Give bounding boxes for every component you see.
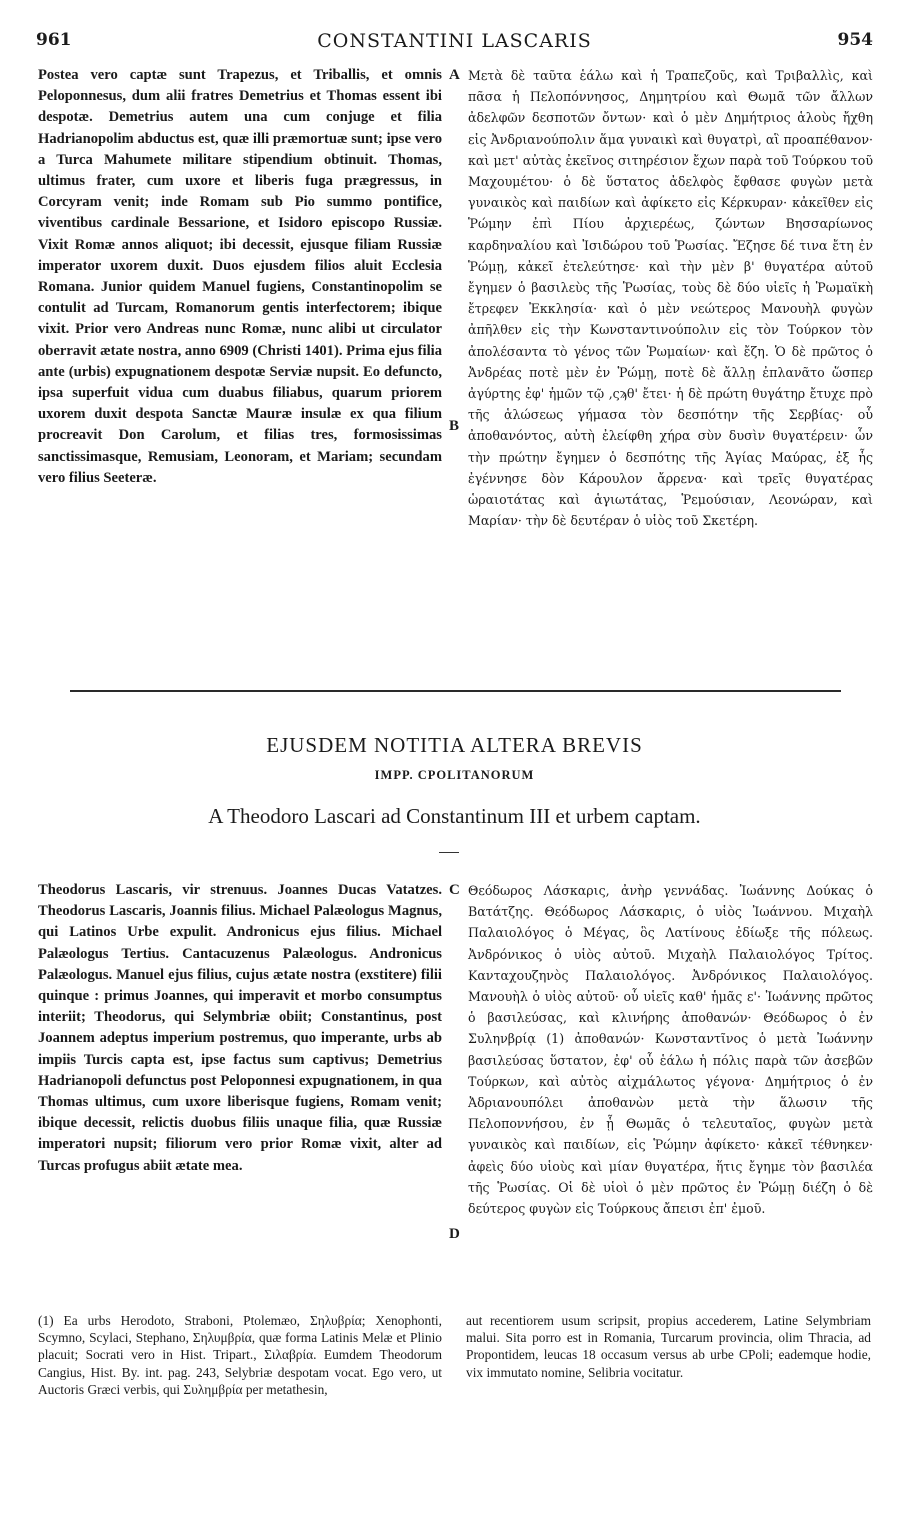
latin-column-2 <box>38 880 442 1177</box>
latin-paragraph-1: Postea vero captæ sunt Trapezus, et Triballis, et omnis Peloponnesus, dum alii fratres Demetrius et Thomas essent ibi despotæ. Demetrius autem una cum conjuge et filia Hadrianopolim abductus est, quæ illi præmortuæ sunt; ipse vero a Turca Mahumete militare stipendium obtinuit. Thomas, ultimus frater, cum uxore et liberis fuga prægressus, in Corcyram venit; inde Romam sub Pio summo pontifice, viventibus cardinale Bessarione, et Isidoro episcopo Russiæ. Vixit Romæ annos aliquot; ibi decessit, ejusque filiam Russiæ imperator uxorem duxit. Duos ejusdem filios aluit Ecclesia Romana. Junior quidem Manuel fugiens, Constantinopolim se contulit ad Turcam, Romanorum gentis interfectorem; ibique vixit. Prior vero Andreas nunc Romæ, nunc alibi ut circulator oberravit ætate nostra, anno 6909 (Christi 1401). Prima ejus filia ante (urbis) expugnationem despotæ Serviæ nupsit. Eo defuncto, ipsa superfuit vidua cum duabus filiabus, quarum priorem uxorem duxit despota Sanctæ Mauræ insulæ ex qua filium procreavit Don Carolum, et filias tres, formosissimas sanctissimasque, Remusiam, Leonoram, et Mariam; secundam vero filius Seeteræ. <box>38 67 442 486</box>
running-title: CONSTANTINI LASCARIS <box>317 30 592 52</box>
title-dash <box>439 852 459 853</box>
greek-paragraph-1: Μετὰ δὲ ταῦτα ἑάλω καὶ ἡ Τραπεζοῦς, καὶ Τριβαλλὶς, καὶ πᾶσα ἡ Πελοπόννησος, Δημητρίου καὶ Θωμᾶ τῶν ἄλλων ἀδελφῶν δεσποτῶν ὄντων· καὶ ὁ μὲν Δημήτριος ἁλοὺς ἤχθη εἰς Ἀνδριανούπολιν ἅμα γυναικὶ καὶ θυγατρὶ, αἳ προαπέθανον· καὶ μετ' αὐτὰς ἐκεῖνος σιτηρέσιον ἔχων παρὰ τοῦ Τούρκου τοῦ Μαχουμέτου· ὁ δὲ ὕστατος ἀδελφὸς ἔφθασε φυγὼν μετὰ γυναικὸς καὶ παιδίων καὶ ἀφίκετο εἰς Κέρκυραν· κἀκεῖθεν εἰς Ῥώμην ἐπὶ Πίου ἀρχιερέως, ζώντων Βησσαρίωνος καρδηναλίου καὶ Ἰσιδώρου τοῦ Ῥωσίας. Ἔζησε δέ τινα ἔτη ἐν Ῥώμῃ, κἀκεῖ ἐτελεύτησε· καὶ τὴν μὲν β' θυγατέρα αὐτοῦ ἔγημεν ὁ βασιλεὺς τῆς Ῥωσίας, τοὺς δὲ δύο υἱεῖς ἡ Ῥωμαϊκὴ ἔτρεφεν Ἐκκλησία· καὶ ὁ μὲν νεώτερος Μανουὴλ φυγὼν ἀπῆλθεν εἰς τὴν Κωνσταντινούπολιν εἰς τὸν Τούρκον τὸν ἀπολέσαντα τὸ γένος τῶν Ῥωμαίων· καὶ ἔζη. Ὁ δὲ πρῶτος ὁ Ἀνδρέας ποτὲ μὲν ἐν Ῥώμῃ, ποτὲ δὲ ἄλλῃ ἐπλανᾶτο ὥσπερ ἀγύρτης ἐφ' ἡμῶν τῷ ‚ςϡθ' ἔτει· ἡ δὲ πρώτη θυγάτηρ ἔτυχε πρὸ τῆς ἁλώσεως γήμασα τὸν δεσπότην τῆς Σερβίας· οὗ ἀποθανόντος, αὐτὴ ἐλείφθη χήρα σὺν δυσὶν θυγατέρειν· ὧν τὴν πρώτην ἔγημεν ὁ δεσπότης τῆς Ἁγίας Μαύρας, ἐξ ἧς ἐγέννησε δὸν Κάρουλον ἄρρενα· καὶ τρεῖς θυγατέρας ὡραιοτάτας καὶ ἁγιωτάτας, Ῥεμούσιαν, Λεονώραν, καὶ Μαρίαν· τὴν δὲ δευτέραν ὁ υἱὸς τοῦ Σκετέρη. <box>468 68 873 529</box>
greek-paragraph-2: Θεόδωρος Λάσκαρις, ἀνὴρ γεννάδας. Ἰωάννης Δούκας ὁ Βατάτζης. Θεόδωρος Λάσκαρις, ὁ υἱὸς Ἰωάννου. Μιχαὴλ Παλαιολόγος ὁ Μέγας, ὃς Λατίνους ἐδίωξε τῆς πόλεως. Ἀνδρόνικος ὁ υἱὸς αὐτοῦ. Μιχαὴλ Παλαιολόγος Τρίτος. Κανταχουζηνὸς Παλαιολόγος. Ἀνδρόνικος Παλαιολόγος. Μανουὴλ ὁ υἱὸς αὐτοῦ· οὗ υἱεῖς καθ' ἡμᾶς ε'· Ἰωάννης πρῶτος ὁ βασιλεύσας, καὶ κλινήρης ἀποθανών· Θεόδωρος ὁ ἐν Συληνβρίᾳ (1) ἀποθανών· Κωνσταντῖνος ὁ μετὰ Ἰωάννην βασιλεύσας ὕστατον, ἐφ' οὗ ἑάλω ἡ πόλις παρὰ τῶν ἀσεβῶν Τούρκων, καὶ αὐτὸς αἰχμάλωτος γέγονα· Δημήτριος ὁ ἐν Ἀδριανουπόλει ἀποθανὼν μετὰ τὴν ἅλωσιν τῆς Πελοποννήσου, ἐν ᾗ Θωμᾶς ὁ τελευταῖος, φυγὼν μετὰ γυναικὸς καὶ παιδίων, εἰς Ῥώμην ἀφίκετο· κἀκεῖ τέθνηκεν· ἀφεὶς δύο υἱοὺς καὶ μίαν θυγατέρα, ἥτις ἔγημε τὸν βασιλέα τῆς Ῥωσίας. Οἱ δὲ υἱοὶ ὁ μὲν πρῶτος ἐν Ῥώμῃ διέζη ὁ δὲ δεύτερος φυγὼν εἰς Τούρκους ἄπεισι ἐπ' ἐμοῦ. <box>468 883 873 1217</box>
page-header <box>36 30 873 56</box>
margin-marker-d: D <box>449 1226 460 1242</box>
footnote-text-left: (1) Ea urbs Herodoto, Straboni, Ptolemæo, Σηλυβρία; Xenophonti, Scymno, Scylaci, Stephano, Σηλυμβρία, quæ forma Latinis Melæ et Plinio placuit; Socrati vero in Hist. Tripart., Σιλαβρία. Eumdem Theodorum Cangius, Hist. By. int. pag. 243, Selybriæ despotam vocat. Ego vero, ut Auctoris Græci verbis, qui Συλημβρία per metathesin, <box>38 1313 442 1397</box>
greek-column-2 <box>468 880 873 1219</box>
margin-marker-c: C <box>449 882 460 898</box>
notitia-heading: A Theodoro Lascari ad Constantinum III et urbem captam. <box>208 804 701 828</box>
latin-paragraph-2: Theodorus Lascaris, vir strenuus. Joannes Ducas Vatatzes. Theodorus Lascaris, Joannis filius. Michael Palæologus Magnus, qui Latinos Urbe expulit. Andronicus ejus filius. Michael Palæologus Tertius. Cantacuzenus Palæologus. Andronicus Palæologus. Manuel ejus filius, cujus ætate nostra (exstitere) filii quinque : primus Joannes, qui imperavit et morbo consumptus interiit; Theodorus, qui Selymbriæ obiit; Constantinus, post Joannem adeptus imperium postremus, quo imperante, urbs ab impiis Turcis capta est, ipse factus sum captivus; Demetrius Hadrianopoli defunctus post Peloponnesi expugnationem, in qua Thomas ultimus, cum uxore liberisque fugiens, Romam venit; ibique decessit, relictis duobus filiis unaque filia, quæ Russiæ imperatori nupsit; filiorum vero prior Romæ vixit, alter ad Turcas profugus abiit ætate mea. <box>38 882 442 1174</box>
footnote-text-right: aut recentiorem usum scripsit, propius accederem, Latine Selymbriam malui. Sita porro est in Romania, Turcarum provincia, olim Thracia, ad Propontidem, leucas 18 occasum versus ab urbe CPoli; eademque hodie, vix immutato nomine, Selibria vocitatur. <box>466 1313 871 1380</box>
page-number-left: 961 <box>36 30 72 50</box>
footnote-left <box>38 1312 442 1398</box>
greek-column-1 <box>468 65 873 531</box>
footnote-right <box>466 1312 871 1381</box>
latin-column-1 <box>38 65 442 489</box>
notitia-subtitle: IMPP. CPOLITANORUM <box>374 768 535 782</box>
margin-marker-b: B <box>449 418 460 434</box>
section-divider <box>70 690 841 692</box>
notitia-title: EJUSDEM NOTITIA ALTERA BREVIS <box>266 733 643 757</box>
page-number-right: 954 <box>837 30 873 50</box>
margin-marker-a: A <box>449 67 460 83</box>
